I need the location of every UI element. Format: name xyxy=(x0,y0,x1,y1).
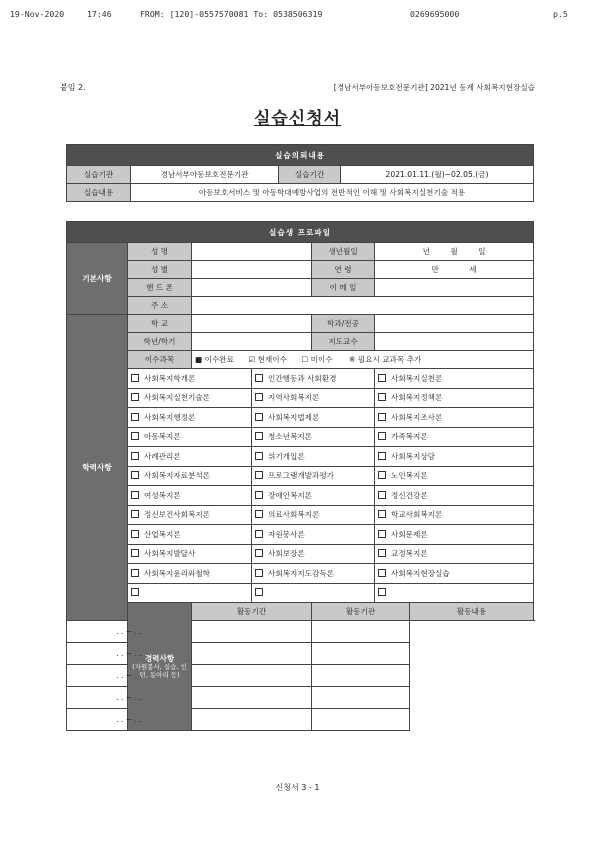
career-period-field[interactable]: . . ~ . . xyxy=(67,643,192,665)
checkbox[interactable] xyxy=(131,452,139,460)
request-header: 실습의뢰내용 xyxy=(67,145,534,166)
checkbox[interactable] xyxy=(131,569,139,577)
course-item[interactable]: 사회복지실천론 xyxy=(375,369,534,389)
checkbox[interactable] xyxy=(378,374,386,382)
career-content-header: 활동내용 xyxy=(410,603,534,621)
checkbox[interactable] xyxy=(131,432,139,440)
course-item[interactable]: 사회복지상담 xyxy=(375,447,534,467)
checkbox[interactable] xyxy=(131,393,139,401)
period-value: 2021.01.11.(월)~02.05.(금) xyxy=(341,166,534,184)
request-table xyxy=(66,144,534,202)
legend-current: ☑ 현재이수 xyxy=(248,355,287,364)
address-label: 주 소 xyxy=(128,297,192,315)
checkbox[interactable] xyxy=(255,471,263,479)
course-item[interactable]: 노인복지론 xyxy=(375,466,534,486)
career-period-header: 활동기간 xyxy=(192,603,312,621)
checkbox[interactable] xyxy=(131,374,139,382)
course-item[interactable]: 프로그램개발과평가 xyxy=(252,466,375,486)
checkbox[interactable] xyxy=(255,549,263,557)
course-legend xyxy=(192,351,534,369)
course-item[interactable]: 인간행동과 사회환경 xyxy=(252,369,375,389)
institution-label: 실습기관 xyxy=(67,166,131,184)
career-content-field[interactable] xyxy=(312,621,410,643)
checkbox[interactable] xyxy=(255,510,263,518)
org-line: [경남서부아동보호전문기관] 2021년 동계 사회복지현장실습 xyxy=(333,83,535,92)
career-period-field[interactable]: . . ~ . . xyxy=(67,665,192,687)
advisor-label: 지도교수 xyxy=(312,333,375,351)
checkbox[interactable] xyxy=(255,569,263,577)
fax-number: 0269695000 xyxy=(410,9,460,19)
period-label: 실습기간 xyxy=(279,166,341,184)
career-org-header: 활동기관 xyxy=(312,603,410,621)
career-org-field[interactable] xyxy=(192,621,312,643)
checkbox[interactable] xyxy=(255,413,263,421)
course-item[interactable]: 여성복지론 xyxy=(128,486,252,506)
course-item[interactable]: 사회복지자료분석론 xyxy=(128,466,252,486)
career-org-field[interactable] xyxy=(192,709,312,731)
checkbox[interactable] xyxy=(131,510,139,518)
page-title: 실습신청서 xyxy=(253,109,342,129)
course-item[interactable] xyxy=(252,583,375,603)
course-item[interactable]: 사회복지윤리와철학 xyxy=(128,564,252,584)
institution-value: 경남서부아동보호전문기관 xyxy=(131,166,279,184)
academic-section-label: 학력사항 xyxy=(67,315,128,621)
grade-field[interactable] xyxy=(192,333,312,351)
checkbox[interactable] xyxy=(255,452,263,460)
checkbox[interactable] xyxy=(255,393,263,401)
course-item[interactable]: 사례관리론 xyxy=(128,447,252,467)
checkbox[interactable] xyxy=(378,491,386,499)
school-field[interactable] xyxy=(192,315,312,333)
major-label: 학과/전공 xyxy=(312,315,375,333)
career-period-field[interactable]: . . ~ . . xyxy=(67,687,192,709)
course-item[interactable]: 교정복지론 xyxy=(375,544,534,564)
checkbox[interactable] xyxy=(255,491,263,499)
name-label: 성 명 xyxy=(128,243,192,261)
career-org-field[interactable] xyxy=(192,665,312,687)
checkbox[interactable] xyxy=(131,491,139,499)
page-footer: 신청서 3 - 1 xyxy=(275,783,320,792)
course-item[interactable]: 산업복지론 xyxy=(128,525,252,545)
checkbox[interactable] xyxy=(255,432,263,440)
birth-label: 생년월일 xyxy=(312,243,375,261)
career-period-field[interactable]: . . ~ . . xyxy=(67,709,192,731)
career-org-field[interactable] xyxy=(192,643,312,665)
checkbox[interactable] xyxy=(378,510,386,518)
course-item[interactable]: 정신보건사회복지론 xyxy=(128,505,252,525)
checkbox[interactable] xyxy=(378,471,386,479)
course-item[interactable]: 사회복지법제론 xyxy=(252,408,375,428)
course-item[interactable]: 사회문제론 xyxy=(375,525,534,545)
age-field[interactable]: 만 세 xyxy=(375,261,534,279)
gender-field[interactable] xyxy=(192,261,312,279)
career-content-field[interactable] xyxy=(312,665,410,687)
phone-field[interactable] xyxy=(192,279,312,297)
career-label: 경력사항 xyxy=(144,653,175,663)
course-item[interactable]: 장애인복지론 xyxy=(252,486,375,506)
career-content-field[interactable] xyxy=(312,643,410,665)
checkbox[interactable] xyxy=(131,413,139,421)
gender-label: 성 별 xyxy=(128,261,192,279)
major-field[interactable] xyxy=(375,315,534,333)
content-value: 아동보호서비스 및 아동학대예방사업의 전반적인 이해 및 사회복지실천기술 적용 xyxy=(131,184,534,202)
checkbox[interactable] xyxy=(378,588,386,596)
profile-table xyxy=(66,221,534,731)
course-item[interactable]: 학교사회복지론 xyxy=(375,505,534,525)
course-item[interactable]: 위기개입론 xyxy=(252,447,375,467)
checkbox[interactable] xyxy=(131,471,139,479)
legend-note: ※ 필요시 교과목 추가 xyxy=(349,355,422,364)
career-content-field[interactable] xyxy=(312,709,410,731)
grade-label: 학년/학기 xyxy=(128,333,192,351)
checkbox[interactable] xyxy=(378,569,386,577)
career-content-field[interactable] xyxy=(312,687,410,709)
fax-time: 17:46 xyxy=(87,9,112,19)
address-field[interactable] xyxy=(192,297,534,315)
career-org-field[interactable] xyxy=(192,687,312,709)
checkbox[interactable] xyxy=(131,549,139,557)
checkbox[interactable] xyxy=(131,530,139,538)
profile-header: 실습생 프로파일 xyxy=(67,222,534,243)
checkbox[interactable] xyxy=(378,413,386,421)
career-sublabel: (자원봉사, 실습, 인턴, 동아리 등) xyxy=(132,663,187,680)
fax-page: p.5 xyxy=(553,9,568,19)
advisor-field[interactable] xyxy=(375,333,534,351)
course-item[interactable]: 지역사회복지론 xyxy=(252,388,375,408)
legend-completed: ■ 이수완료 xyxy=(195,355,234,364)
course-item[interactable]: 사회복지조사론 xyxy=(375,408,534,428)
legend-not-taken: ☐ 미이수 xyxy=(301,355,333,364)
course-item[interactable]: 아동복지론 xyxy=(128,427,252,447)
email-label: 이 메 일 xyxy=(312,279,375,297)
attachment-label: 붙임 2. xyxy=(60,83,86,92)
course-item[interactable] xyxy=(128,583,252,603)
career-period-field[interactable]: . . ~ . . xyxy=(67,621,192,643)
course-item[interactable]: 사회복지지도감독론 xyxy=(252,564,375,584)
fax-from: FROM: [120]-0557570081 To: 0538506319 xyxy=(140,9,323,19)
birth-field[interactable]: 년 월 일 xyxy=(375,243,534,261)
content-label: 실습내용 xyxy=(67,184,131,202)
checkbox[interactable] xyxy=(255,374,263,382)
basic-section-label: 기본사항 xyxy=(67,243,128,315)
course-item[interactable]: 의료사회복지론 xyxy=(252,505,375,525)
course-item[interactable]: 사회복지발달사 xyxy=(128,544,252,564)
course-item[interactable]: 청소년복지론 xyxy=(252,427,375,447)
checkbox[interactable] xyxy=(378,393,386,401)
name-field[interactable] xyxy=(192,243,312,261)
course-item[interactable]: 사회복지학개론 xyxy=(128,369,252,389)
course-item[interactable]: 사회복지정책론 xyxy=(375,388,534,408)
course-label: 이수과목 xyxy=(128,351,192,369)
course-item[interactable]: 사회복지행정론 xyxy=(128,408,252,428)
checkbox[interactable] xyxy=(378,549,386,557)
age-label: 연 령 xyxy=(312,261,375,279)
checkbox[interactable] xyxy=(378,432,386,440)
checkbox[interactable] xyxy=(378,452,386,460)
checkbox[interactable] xyxy=(378,530,386,538)
course-item[interactable]: 가족복지론 xyxy=(375,427,534,447)
course-item[interactable]: 정신건강론 xyxy=(375,486,534,506)
phone-label: 핸 드 폰 xyxy=(128,279,192,297)
checkbox[interactable] xyxy=(131,588,139,596)
course-item[interactable] xyxy=(375,583,534,603)
checkbox[interactable] xyxy=(255,530,263,538)
course-item[interactable]: 사회복지현장실습 xyxy=(375,564,534,584)
school-label: 학 교 xyxy=(128,315,192,333)
checkbox[interactable] xyxy=(255,588,263,596)
course-item[interactable]: 사회보장론 xyxy=(252,544,375,564)
fax-date: 19-Nov-2020 xyxy=(10,9,65,19)
course-item[interactable]: 자원봉사론 xyxy=(252,525,375,545)
course-item[interactable]: 사회복지실천기술론 xyxy=(128,388,252,408)
email-field[interactable] xyxy=(375,279,534,297)
